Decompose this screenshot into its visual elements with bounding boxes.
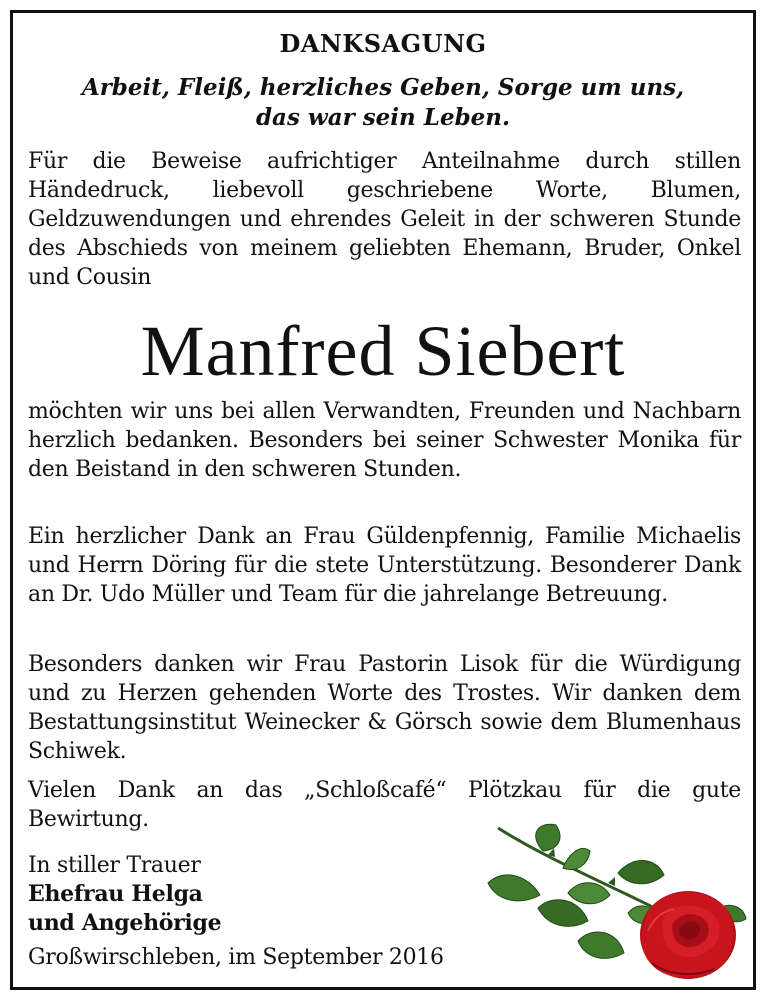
signoff-line-3: und Angehörige (28, 910, 222, 936)
motto (13, 73, 753, 133)
obituary-notice (10, 10, 756, 990)
signoff (28, 851, 221, 938)
place-date: Großwirschleben, im September 2016 (28, 945, 444, 970)
thanks-paragraph-4: Vielen Dank an das „Schloßcafé“ Plötzkau für die gute Bewirtung. (28, 778, 741, 832)
red-rose-icon (468, 813, 753, 988)
deceased-name: Manfred Siebert (140, 311, 626, 391)
thanks-paragraph-1: möchten wir uns bei allen Verwandten, Freunden und Nachbarn herzlich bedanken. Besonders bei seiner Schwester Monika für den Beistand in den schweren Stunden. (28, 399, 741, 482)
motto-line-1: Arbeit, Fleiß, herzliches Geben, Sorge um uns, (81, 74, 685, 101)
thanks-paragraph-3: Besonders danken wir Frau Pastorin Lisok für die Würdigung und zu Herzen gehenden Worte des Trostes. Wir danken dem Bestattungsinstitut Weinecker & Görsch sowie dem Blumenhaus Schiwek. (28, 652, 741, 764)
motto-line-2: das war sein Leben. (255, 104, 511, 131)
notice-heading: DANKSAGUNG (279, 29, 487, 58)
signoff-line-2: Ehefrau Helga (28, 881, 203, 907)
intro-paragraph: Für die Beweise aufrichtiger Anteilnahme durch stillen Händedruck, liebevoll geschriebene Worte, Blumen, Geldzuwendungen und ehrendes Geleit in der schweren Stunde des Abschieds von meinem geliebten Ehemann, Bruder, Onkel und Cousin (28, 149, 741, 290)
signoff-line-1: In stiller Trauer (28, 853, 201, 878)
thanks-paragraph-2: Ein herzlicher Dank an Frau Güldenpfennig, Familie Michaelis und Herrn Döring für die stete Unterstützung. Besonderer Dank an Dr. Udo Müller und Team für die jahrelange Betreuung. (28, 524, 741, 607)
